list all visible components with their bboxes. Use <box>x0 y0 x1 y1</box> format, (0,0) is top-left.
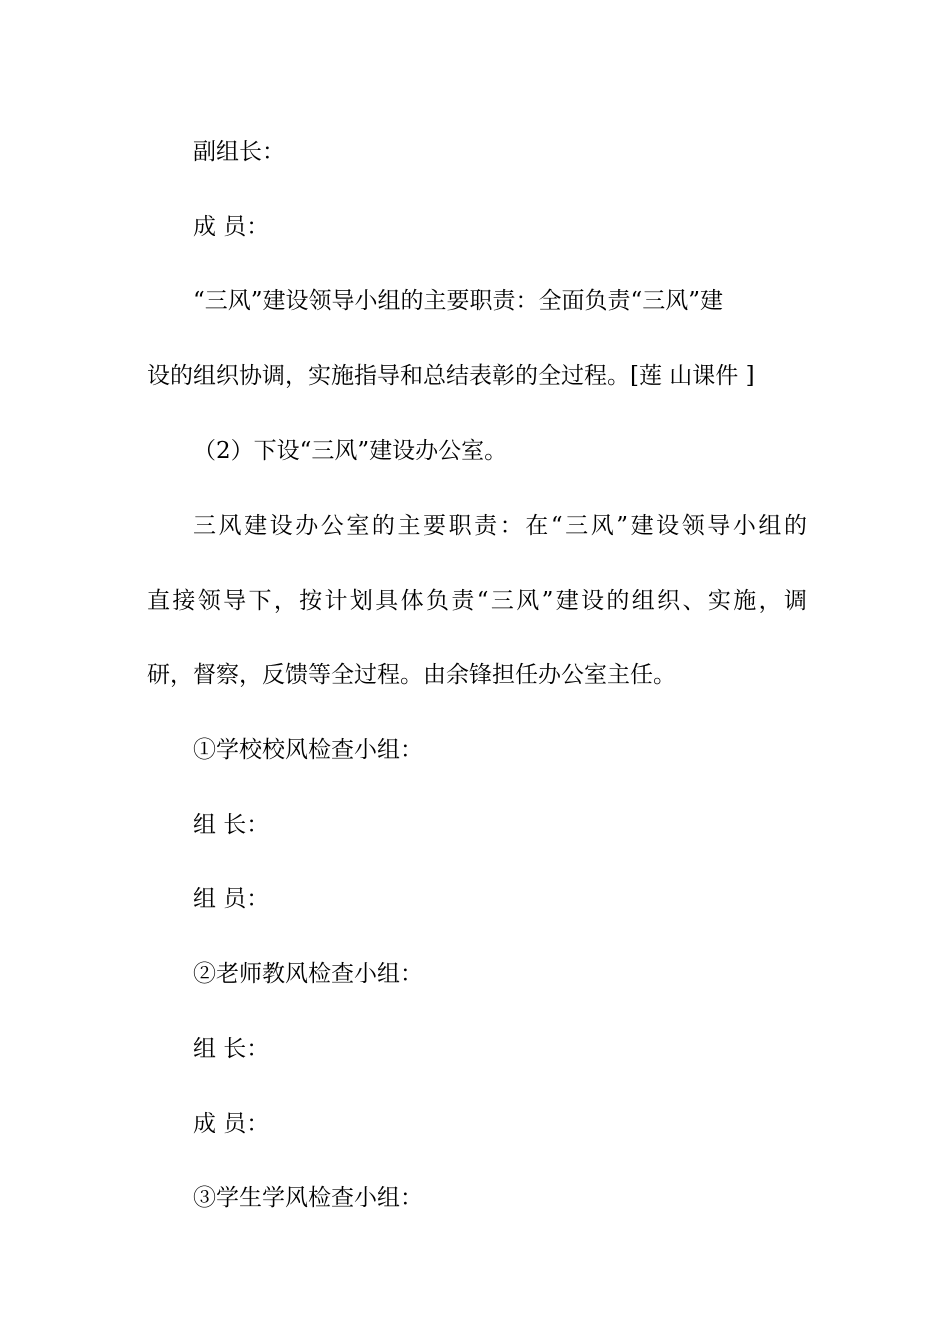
office-duties-line-1: 三风建设办公室的主要职责：在“三风”建设领导小组的 <box>193 513 807 539</box>
teaching-style-group-heading: ②老师教风检查小组： <box>193 961 423 987</box>
office-duties-line-2: 直接领导下，按计划具体负责“三风”建设的组织、实施，调 <box>147 588 807 614</box>
teaching-style-group-leader: 组 长： <box>193 1036 270 1062</box>
members-line: 成 员： <box>193 214 270 240</box>
leading-group-duties-line-2: 设的组织协调，实施指导和总结表彰的全过程。[莲 山课件 ] <box>147 363 755 389</box>
school-style-group-heading: ①学校校风检查小组： <box>193 737 423 763</box>
teaching-style-group-members: 成 员： <box>193 1111 270 1137</box>
study-style-group-heading: ③学生学风检查小组： <box>193 1185 423 1211</box>
leading-group-duties-line-1: “三风”建设领导小组的主要职责：全面负责“三风”建 <box>193 288 724 314</box>
office-duties-line-3: 研，督察，反馈等全过程。由余锋担任办公室主任。 <box>147 662 676 688</box>
vice-leader-line: 副组长： <box>193 139 285 165</box>
school-style-group-leader: 组 长： <box>193 812 270 838</box>
school-style-group-members: 组 员： <box>193 886 270 912</box>
office-heading-line: （2）下设“三风”建设办公室。 <box>193 438 508 464</box>
